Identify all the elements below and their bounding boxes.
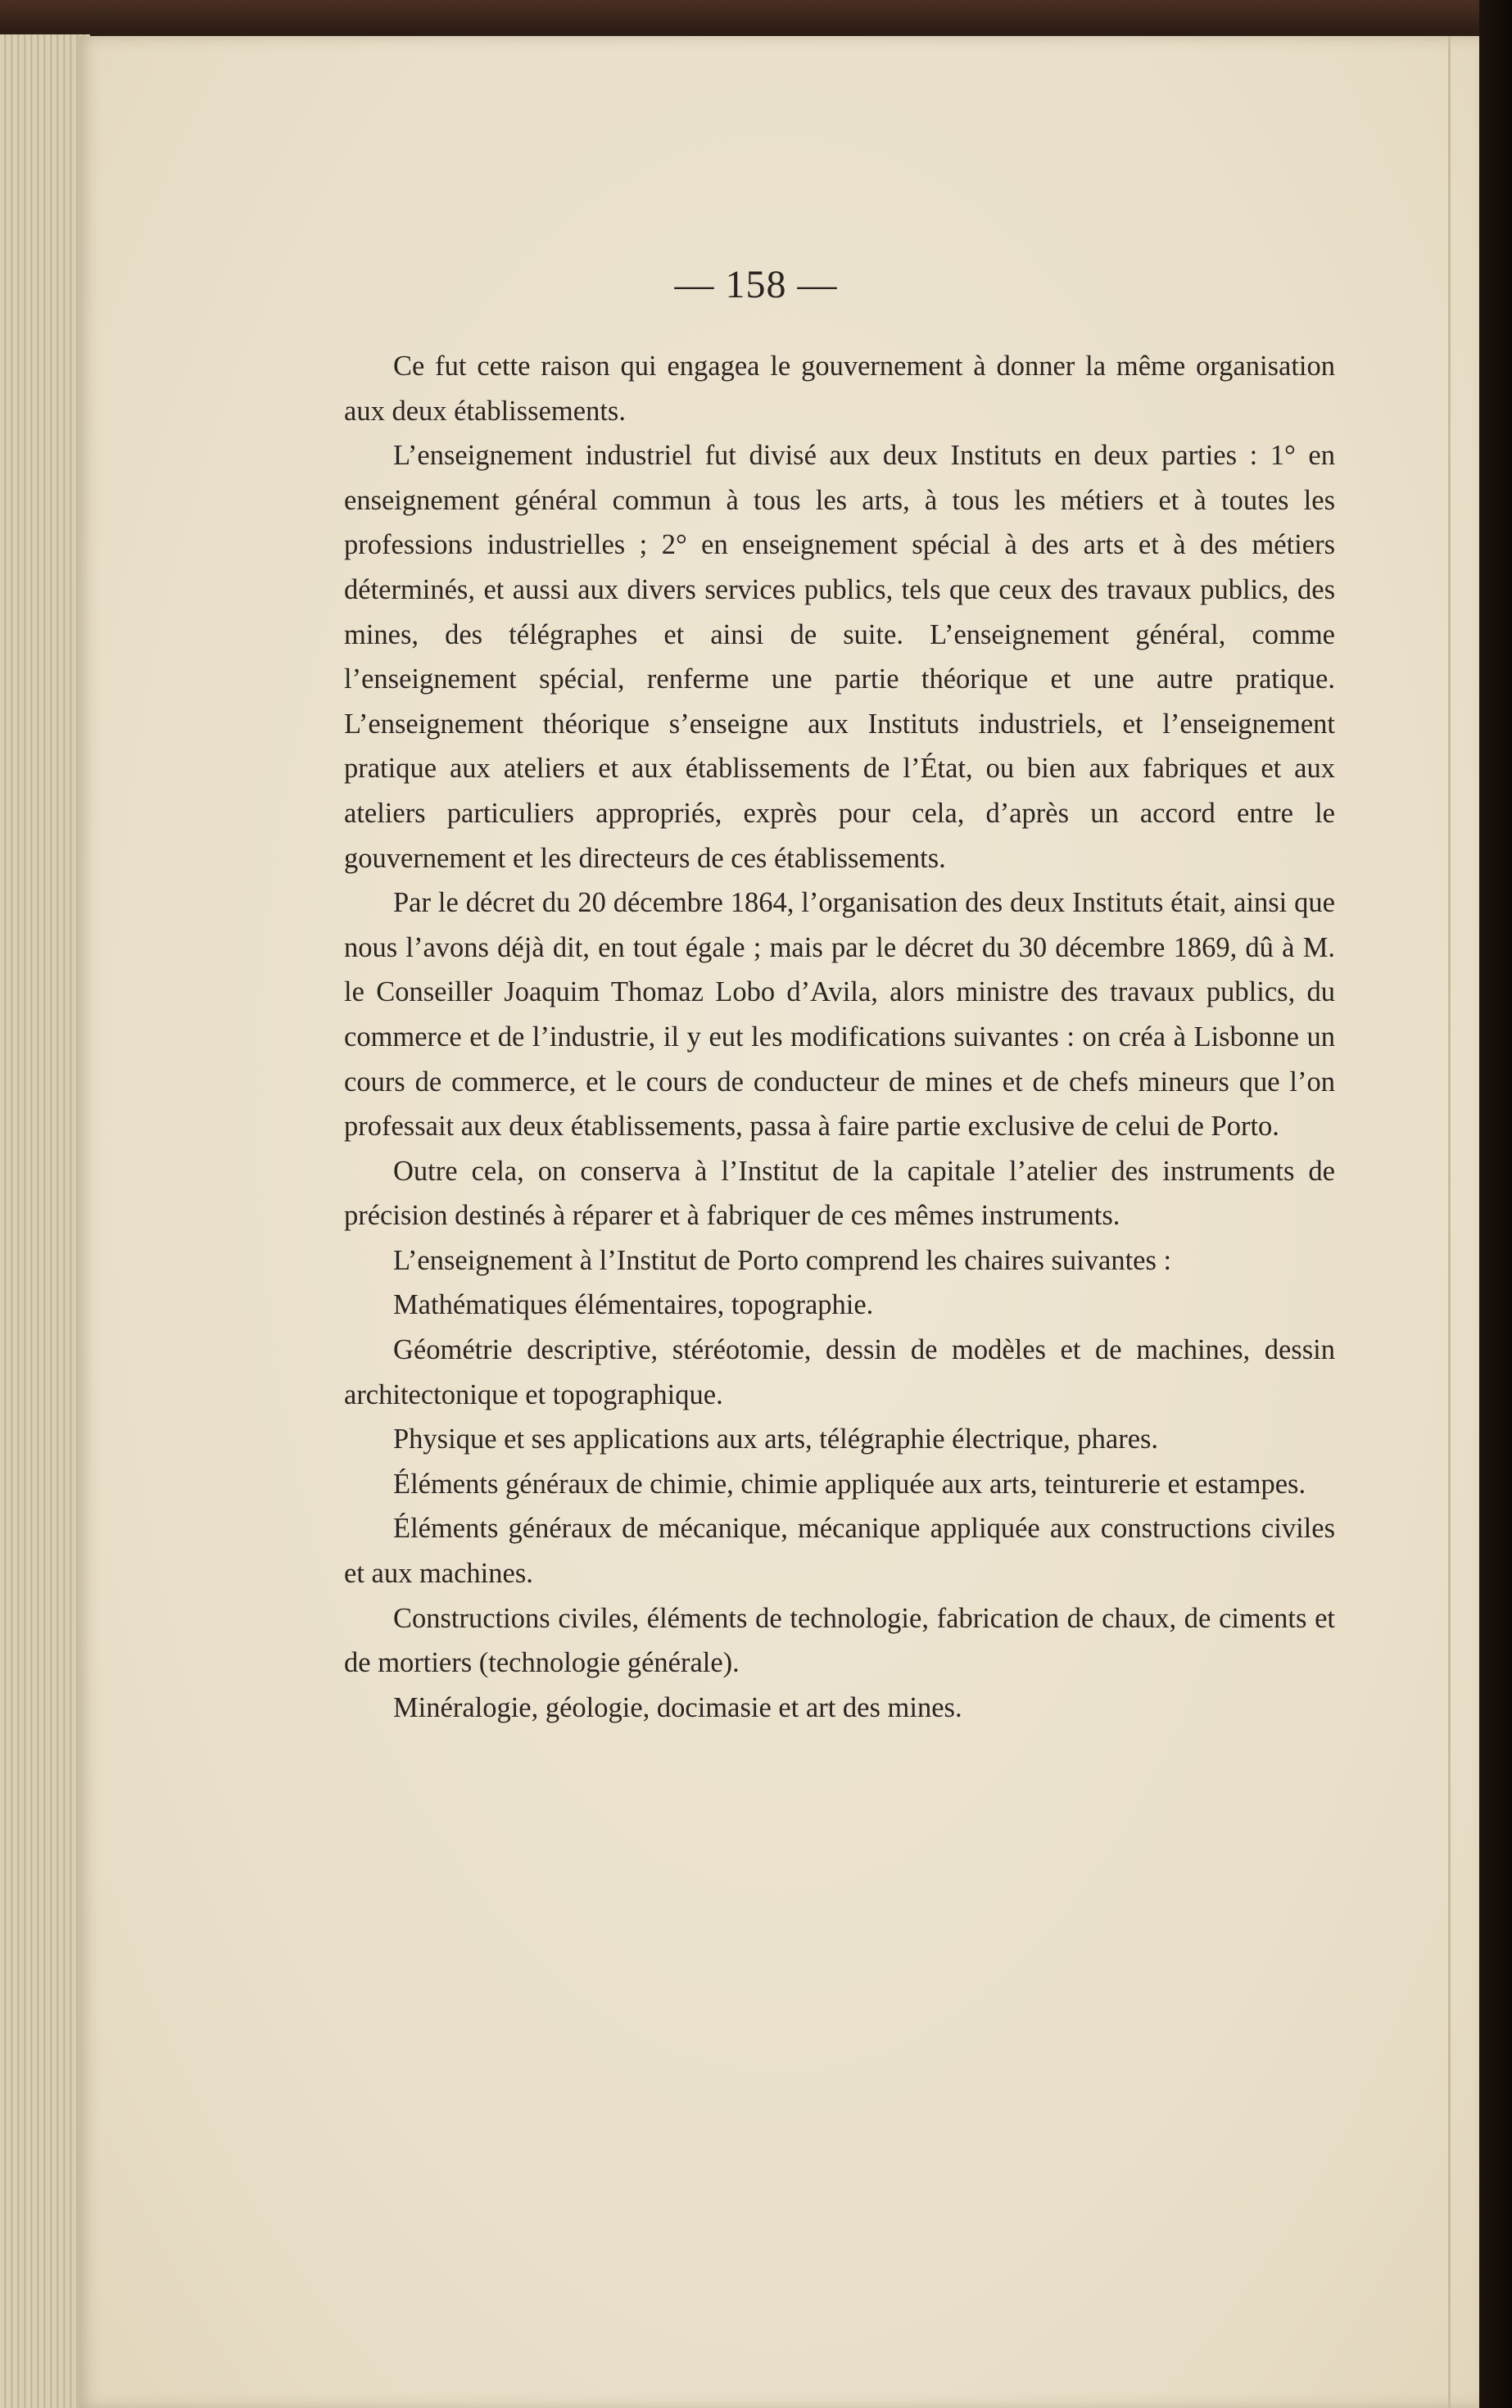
paragraph: L’enseignement à l’Institut de Porto comprend les chaires suivantes :: [393, 1244, 1172, 1276]
list-item-chair: Éléments généraux de mécanique, mécanique appliquée aux constructions civiles et aux machines.: [344, 1513, 1335, 1590]
paragraph: Outre cela, on conserva à l’Institut de la capitale l’atelier des instruments de précision destinés à réparer et à fabriquer de ces mêmes instruments.: [344, 1155, 1335, 1232]
paragraph: L’enseignement industriel fut divisé aux deux Instituts en deux parties : 1° en enseignement général commun à tous les arts, à tous les métiers et à toutes les professions industrielles ; 2° en enseignement spécial à des arts et à des métiers déterminés, et aussi aux divers services publics, tels que ceux des travaux publics, des mines, des télégraphes et ainsi de suite. L’enseignement général, comme l’enseignement spécial, renferme une partie théorique et une autre pratique. L’enseignement théorique s’enseigne aux Instituts industriels, et l’enseignement pratique aux ateliers et aux établissements de l’État, ou bien aux fabriques et aux ateliers particuliers appropriés, exprès pour cela, d’après un accord entre le gouvernement et les directeurs de ces établissements.: [344, 440, 1335, 874]
list-item-chair: Éléments généraux de chimie, chimie appliquée aux arts, teinturerie et estampes.: [393, 1468, 1306, 1500]
page-number: — 158 —: [674, 263, 838, 306]
list-item-chair: Physique et ses applications aux arts, télégraphie électrique, phares.: [393, 1424, 1159, 1455]
page-stack-edge: [0, 34, 90, 2408]
list-item-chair: Minéralogie, géologie, docimasie et art des mines.: [393, 1691, 962, 1723]
body-text: [344, 344, 1335, 1730]
list-item-chair: Géométrie descriptive, stéréotomie, dessin de modèles et de machines, dessin architectonique et topographique.: [344, 1334, 1335, 1410]
page-fold-line: [1448, 36, 1451, 2408]
list-item-chair: Mathématiques élémentaires, topographie.: [393, 1289, 874, 1321]
book-top-edge: [0, 0, 1512, 33]
book-right-edge: [1479, 0, 1512, 2408]
paragraph: Ce fut cette raison qui engagea le gouvernement à donner la même organisation aux deux établissements.: [344, 351, 1335, 427]
list-item-chair: Constructions civiles, éléments de technologie, fabrication de chaux, de ciments et de mortiers (technologie générale).: [344, 1602, 1335, 1679]
paragraph: Par le décret du 20 décembre 1864, l’organisation des deux Instituts était, ainsi que nous l’avons déjà dit, en tout égale ; mais par le décret du 30 décembre 1869, dû à M. le Conseiller Joaquim Thomaz Lobo d’Avila, alors ministre des travaux publics, du commerce et de l’industrie, il y eut les modifications suivantes : on créa à Lisbonne un cours de commerce, et le cours de conducteur de mines et de chefs mineurs que l’on professait aux deux établissements, passa à faire partie exclusive de celui de Porto.: [344, 887, 1335, 1143]
